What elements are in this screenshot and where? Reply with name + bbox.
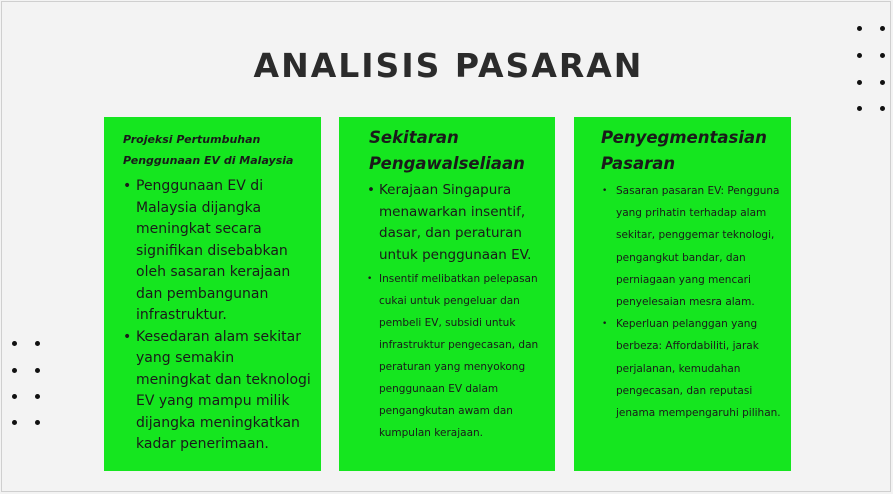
bullet-item: • Kesedaran alam sekitar yang semakin meningkat dan teknologi EV yang mampu milik dijangka meningkatkan kadar penerimaan.: [123, 327, 311, 456]
dot: [857, 53, 862, 58]
bullet-item: • Kerajaan Singapura menawarkan insentif, dasar, dan peraturan untuk penggunaan EV.: [369, 180, 547, 266]
dot: [857, 80, 862, 85]
dot: [880, 26, 885, 31]
dot: [35, 368, 40, 373]
card-regulatory-environment: [339, 117, 555, 471]
dot: [857, 106, 862, 111]
bullet-item: • Penggunaan EV di Malaysia dijangka meningkat secara signifikan disebabkan oleh sasaran kerajaan dan pembangunan infrastruktur.: [123, 176, 311, 327]
dot: [880, 106, 885, 111]
card-heading: Penyegmentasian Pasaran: [601, 128, 767, 173]
slide-title: ANALISIS PASARAN: [253, 46, 644, 85]
dot: [857, 26, 862, 31]
bullet-item: • Insentif melibatkan pelepasan cukai untuk pengeluar dan pembeli EV, subsidi untuk infrastruktur pengecasan, dan peraturan yang menyokong penggunaan EV dalam pengangkutan awam dan kumpulan kerajaan.: [369, 268, 547, 444]
bullet-item: • Sasaran pasaran EV: Pengguna yang prihatin terhadap alam sekitar, penggemar teknologi, pengangkut bandar, dan perniagaan yang mencari penyelesaian mesra alam.: [601, 180, 783, 313]
dot: [12, 394, 17, 399]
bullet-list: [123, 176, 311, 456]
bullet-item: • Keperluan pelanggan yang berbeza: Affordabiliti, jarak perjalanan, kemudahan pengecasan, dan reputasi jenama mempengaruhi pilihan.: [601, 313, 783, 424]
bullet-list: [369, 180, 547, 444]
card-growth-projection: [104, 117, 321, 471]
card-heading: Projeksi Pertumbuhan Penggunaan EV di Malaysia: [123, 133, 294, 167]
dot: [880, 53, 885, 58]
bullet-list: [601, 180, 783, 424]
dot: [12, 420, 17, 425]
dot: [12, 341, 17, 346]
dot: [35, 394, 40, 399]
card-market-segmentation: [574, 117, 791, 471]
card-heading: Sekitaran Pengawalseliaan: [369, 128, 525, 173]
dot: [12, 368, 17, 373]
dot: [35, 420, 40, 425]
dot: [35, 341, 40, 346]
dot: [880, 80, 885, 85]
